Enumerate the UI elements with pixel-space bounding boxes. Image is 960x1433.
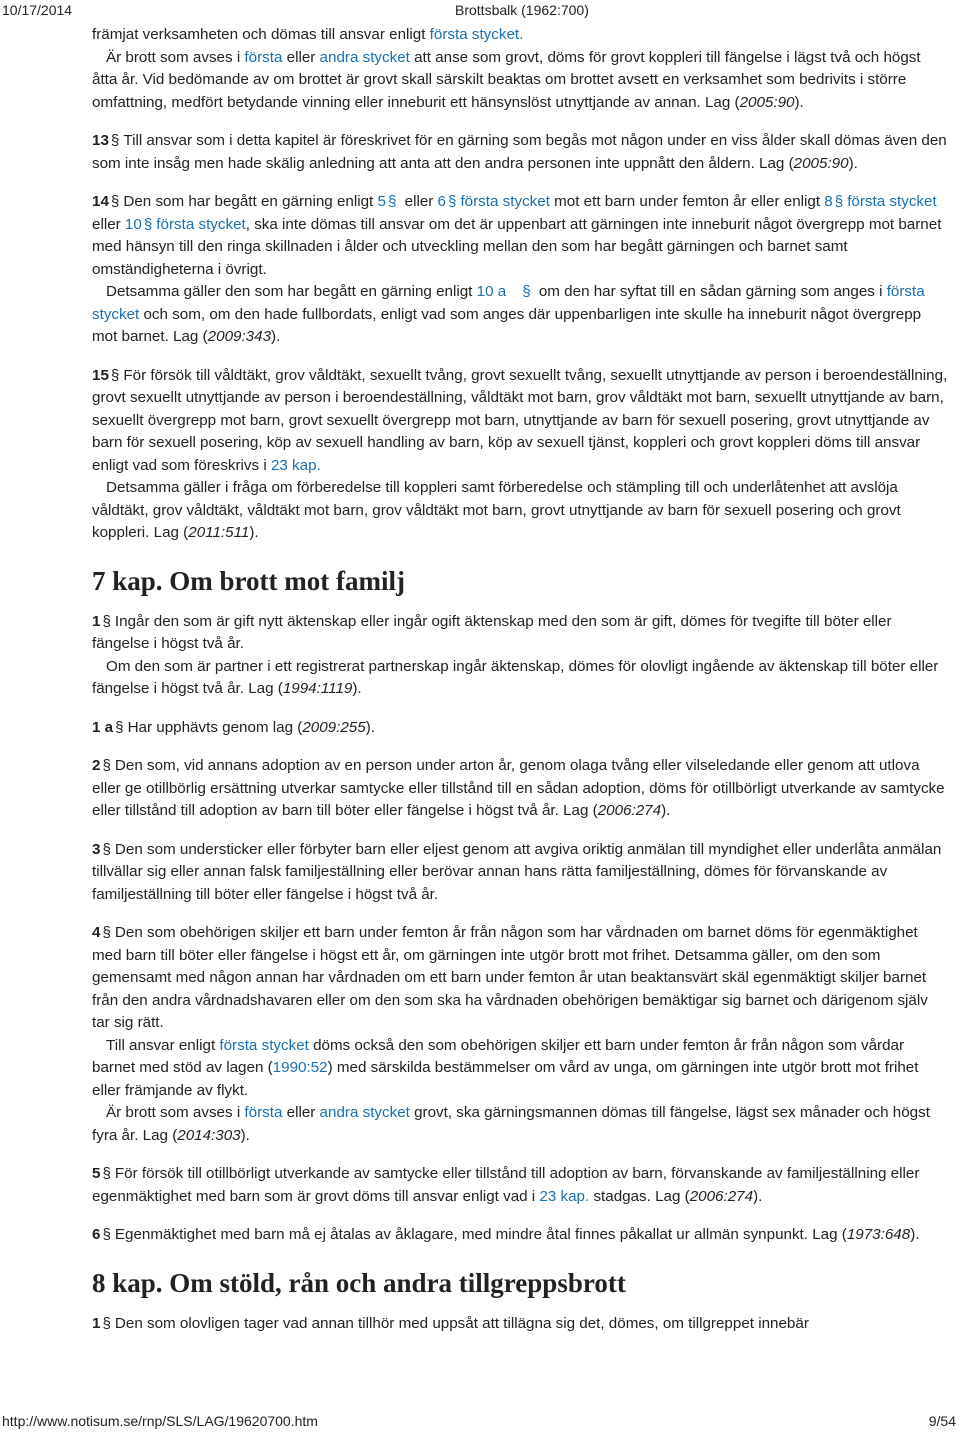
text: mot ett barn under femton år eller enligt — [549, 193, 825, 210]
text: döms också den som obehörigen skiljer ett barn under femton år från någon som vårdar barnet med stöd av lagen ( — [92, 1036, 905, 1076]
law-reference: 1994:1119 — [282, 680, 353, 697]
paragraph-number: 14 — [92, 193, 109, 210]
text: ) med särskilda bestämmelser om vård av unga, om gärningen inte utgör brott mot frihet eller främjande av flykt. — [92, 1059, 919, 1099]
law-reference: 2009:343 — [207, 328, 272, 345]
law-reference: 2005:90 — [793, 154, 849, 172]
text: ). — [240, 1126, 250, 1144]
link-forsta-stycket[interactable]: första stycket — [219, 1036, 309, 1054]
paragraph-number: 2 — [92, 757, 101, 774]
text: eller — [282, 1104, 320, 1121]
paragraph-number: 1 — [92, 1314, 101, 1332]
section-sign-icon: § — [387, 193, 397, 210]
text: ). — [365, 718, 375, 736]
section-sign-icon: § — [102, 757, 111, 774]
text: Har upphävts genom lag ( — [127, 718, 303, 736]
link-1990-52[interactable]: 1990:52 — [272, 1059, 328, 1076]
section-sign-icon: § — [102, 1314, 111, 1332]
section-sign-icon: § — [143, 215, 153, 233]
text: Detsamma gäller i fråga om förberedelse till koppleri samt förberedelse och stämpling till och underlåtenhet att avslöja våldtäkt, grov våldtäkt, våldtäkt mot barn, grov våldtäkt mot barn, grovt utnyttjande av barn för sexuell posering och grovt koppleri. Lag ( — [92, 479, 901, 541]
text: ). — [661, 802, 671, 819]
law-reference: 2006:274 — [689, 1187, 754, 1205]
footer-url: http://www.notisum.se/rnp/SLS/LAG/19620700.htm — [2, 1413, 318, 1429]
law-reference: 2011:511 — [188, 524, 250, 541]
text: ). — [249, 524, 259, 541]
text: eller — [282, 48, 320, 66]
link-23-kap[interactable]: 23 kap. — [539, 1187, 590, 1205]
ch7-paragraph-3 — [92, 839, 948, 907]
header-date: 10/17/2014 — [2, 2, 73, 18]
link-forsta-stycket[interactable]: första stycket — [156, 215, 246, 233]
link-forsta-stycket[interactable]: första stycket — [847, 193, 937, 210]
paragraph-number: 15 — [92, 366, 109, 384]
section-sign-icon: § — [102, 924, 111, 941]
text: ). — [910, 1226, 920, 1243]
text: Detsamma gäller den som har begått en gärning enligt — [106, 283, 477, 300]
text: Till ansvar som i detta kapitel är föreskrivet för en gärning som begås mot någon under en viss ålder skall dömas även den som inte insåg men hade skälig anledning att anta att den andra personen inte uppnått den åldern. Lag ( — [92, 132, 947, 172]
text: För försök till otillbörligt utverkande av samtycke eller tillstånd till adoption av barn, förvanskande av familjeställning eller egenmäktighet med barn som är grovt döms till ansvar enligt vad i — [92, 1165, 920, 1205]
section-sign-icon: § — [448, 193, 457, 210]
link-10[interactable]: 10 — [124, 215, 142, 233]
link-8[interactable]: 8 — [824, 193, 833, 210]
law-reference: 2006:274 — [597, 802, 662, 819]
text: Ingår den som är gift nytt äktenskap eller ingår ogift äktenskap med den som är gift, dömes för tvegifte till böter eller fängelse i högst två år. — [92, 612, 892, 652]
paragraph-number: 3 — [92, 840, 101, 858]
link-forsta[interactable]: första — [244, 48, 283, 66]
link-forsta-stycket[interactable]: första stycket. — [429, 26, 524, 43]
header-title: Brottsbalk (1962:700) — [455, 2, 589, 18]
chapter-8-title: 8 kap. Om stöld, rån och andra tillgreppsbrott — [92, 1267, 626, 1298]
text: ). — [271, 328, 281, 345]
paragraph-number: 1 a — [92, 718, 114, 736]
link-6[interactable]: 6 — [437, 193, 446, 210]
section-sign-icon: § — [102, 612, 111, 630]
link-forsta[interactable]: första — [244, 1104, 283, 1121]
section-sign-icon: § — [102, 840, 111, 858]
ch7-paragraph-6 — [92, 1224, 948, 1247]
paragraph-number: 1 — [92, 612, 101, 630]
text: Den som, vid annans adoption av en person under arton år, genom olaga tvång eller vilseledande eller genom att utlova eller ge otillbörlig ersättning utverkar samtycke eller tillstånd till en sådan adoption, döms för otillbörligt utverkande av samtycke eller tillstånd till adoption av barn till böter eller fängelse i högst två år. Lag ( — [92, 757, 945, 819]
document-body — [92, 24, 948, 1351]
section-sign-icon: § — [522, 283, 531, 300]
section-sign-icon: § — [110, 366, 120, 384]
section-sign-icon: § — [110, 132, 120, 149]
paragraph-15 — [92, 365, 948, 545]
text: och som, om den hade fullbordats, enligt vad som anges där uppenbarligen inte skulle ha inneburit något övergrepp mot barnet. Lag ( — [92, 305, 922, 345]
text: eller — [400, 193, 438, 210]
text: Den som understicker eller förbyter barn eller eljest genom att avgiva oriktig anmälan till myndighet eller underlåta anmälan tillvällar sig eller annan falsk familjeställning eller berövar annan hans rätta familjeställning, dömes för förvanskande av familjeställning till böter eller fängelse i högst två år. — [92, 840, 942, 903]
text: grovt, ska gärningsmannen dömas till fängelse, lägst sex månader och högst fyra år. Lag ( — [92, 1104, 930, 1144]
text: Om den som är partner i ett registrerat partnerskap ingår äktenskap, dömes för olovligt ingående av äktenskap till böter eller fängelse i högst två år. Lag ( — [92, 657, 939, 697]
text: eller — [92, 215, 125, 233]
paragraph-13 — [92, 130, 948, 175]
paragraph-number: 13 — [92, 132, 109, 149]
paragraph-14 — [92, 191, 948, 349]
paragraph-number: 4 — [92, 924, 101, 941]
law-reference: 1973:648 — [846, 1226, 911, 1243]
link-23-kap[interactable]: 23 kap. — [270, 456, 321, 474]
section-sign-icon: § — [115, 718, 124, 736]
section-sign-icon: § — [834, 193, 844, 210]
ch7-paragraph-4 — [92, 922, 948, 1147]
section-sign-icon: § — [102, 1226, 111, 1243]
law-reference: 2005:90 — [739, 93, 795, 111]
text: ). — [848, 154, 858, 172]
law-reference: 2009:255 — [302, 718, 366, 736]
text: , ska inte dömas till ansvar om det är uppenbart att gärningen inte inneburit något övergrepp mot barnet med hänsyn till den ringa skillnaden i ålder och utveckling mellan den som har begått gärningen och barnet samt omständigheterna i övrigt. — [92, 215, 942, 278]
paragraph-s12-continued — [92, 24, 948, 114]
text: ). — [753, 1187, 763, 1205]
ch7-paragraph-1 — [92, 611, 948, 701]
paragraph-number: 6 — [92, 1226, 101, 1243]
paragraph-number: 5 — [92, 1165, 101, 1182]
link-5[interactable]: 5 — [377, 193, 386, 210]
ch7-paragraph-5 — [92, 1163, 948, 1208]
chapter-7-title: 7 kap. Om brott mot familj — [92, 565, 405, 596]
text: Är brott som avses i — [106, 1104, 245, 1121]
link-forsta-stycket[interactable]: första stycket — [460, 193, 550, 210]
text: Den som olovligen tager vad annan tillhör med uppsåt att tillägna sig det, dömes, om tillgreppet innebär — [114, 1314, 809, 1332]
text: Till ansvar enligt — [106, 1036, 220, 1054]
link-forsta-stycket[interactable]: första stycket — [92, 283, 925, 323]
page-header — [0, 2, 960, 22]
footer-page-number: 9/54 — [928, 1413, 956, 1429]
link-10-a[interactable]: 10 a — [476, 283, 507, 300]
text: För försök till våldtäkt, grov våldtäkt, sexuellt tvång, grovt sexuellt tvång, sexuellt utnyttjande av person i beroendeställning, grovt sexuellt utnyttjande av person i beroendeställning, våldtäkt mot barn, grov våldtäkt mot barn, sexuellt utnyttjande av barn, sexuellt övergrepp mot barn, grovt sexuellt övergrepp mot barn, utnyttjande av barn för sexuell posering, grovt utnyttjande av barn för sexuell posering, köp av sexuell handling av barn, köp av sexuell tjänst, koppleri och grovt koppleri döms till ansvar enligt vad som föreskrivs i — [92, 366, 948, 474]
text: om den har syftat till en sådan gärning som anges i — [534, 283, 887, 300]
section-sign-icon: § — [110, 193, 120, 210]
ch7-paragraph-1a — [92, 717, 948, 740]
link-andra-stycket[interactable]: andra stycket — [319, 1104, 410, 1121]
text: ). — [794, 93, 804, 111]
text: ). — [352, 680, 362, 697]
text: stadgas. Lag ( — [589, 1187, 690, 1205]
ch7-paragraph-2 — [92, 755, 948, 823]
text: att anse som grovt, döms för grovt koppleri till fängelse i lägst två och högst åtta år. Vid bedömande av om brottet är grovt skall särskilt beaktas om brottet avsett en verksamhet som bedrivits i större omfattning, medfört betydande vinning eller inneburit ett hänsynslöst utnyttjande av annan. Lag ( — [92, 48, 921, 111]
law-reference: 2014:303 — [177, 1126, 241, 1144]
ch8-paragraph-1 — [92, 1313, 948, 1336]
text: Är brott som avses i — [106, 48, 245, 66]
text: Egenmäktighet med barn må ej åtalas av åklagare, med mindre åtal finnes påkallat ur allmän synpunkt. Lag ( — [114, 1226, 847, 1243]
text: Den som har begått en gärning enligt — [123, 193, 378, 210]
section-sign-icon: § — [102, 1165, 111, 1182]
link-andra-stycket[interactable]: andra stycket — [319, 48, 410, 66]
text: Den som obehörigen skiljer ett barn under femton år från någon som har vårdnaden om barnet döms för egenmäktighet med barn till böter eller fängelse i högst ett år, om gärningen inte utgör brott mot frihet. Detsamma gäller, om den som gemensamt med någon annan har vårdnaden om ett barn under femton år utan beaktansvärt skäl egenmäktigt skiljer barnet från den andra vårdnadshavaren eller om den som ska ha vårdnaden obehörigen bemäktigar sig barnet och därigenom själv tar sig rätt. — [92, 924, 928, 1031]
text: främjat verksamheten och dömas till ansvar enligt — [92, 26, 430, 43]
